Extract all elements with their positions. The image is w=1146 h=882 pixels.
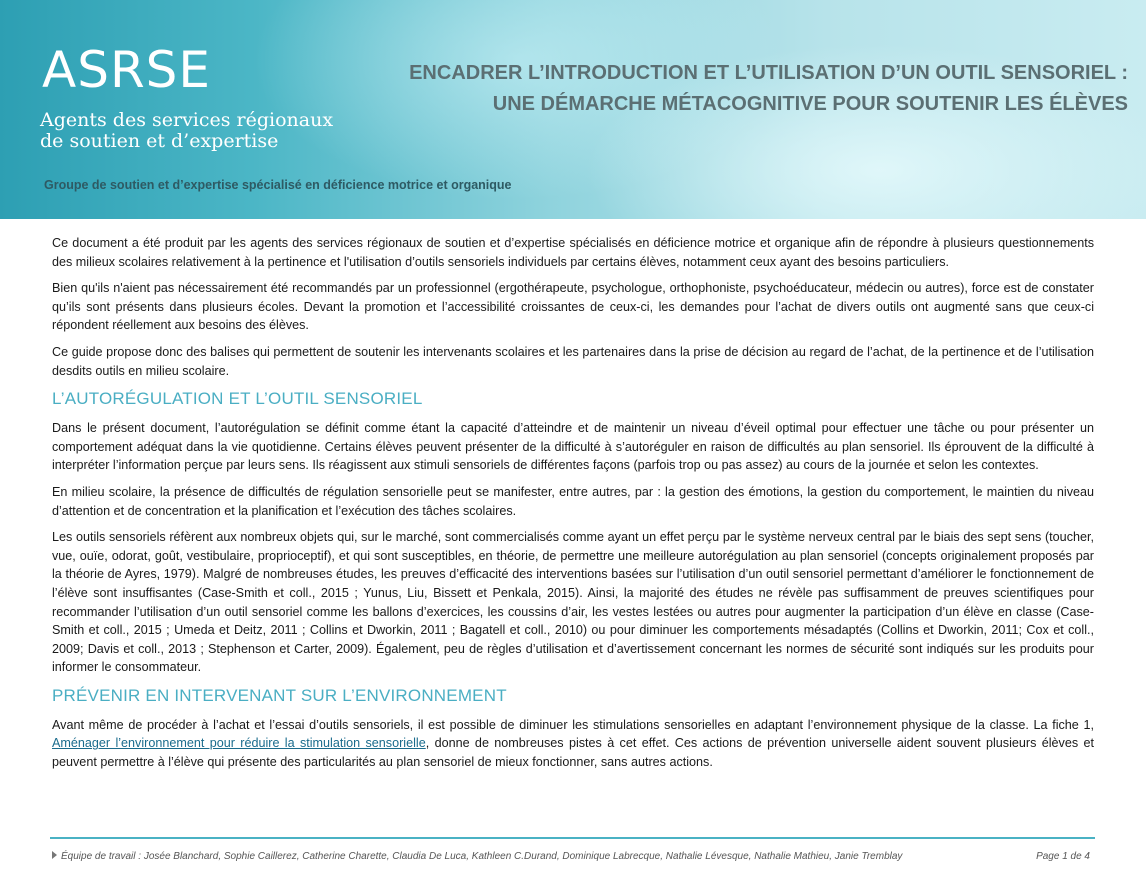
page-number: Page 1 de 4 <box>1036 851 1090 862</box>
intro-paragraph-3: Ce guide propose donc des balises qui permettent de soutenir les intervenants scolaires et les partenaires dans la prise de décision au regard de l’achat, de la pertinence et de l’utilisation desdits outils en milieu scolaire. <box>52 344 1094 378</box>
footer-divider <box>50 837 1095 839</box>
intro-paragraph-1: Ce document a été produit par les agents des services régionaux de soutien et d’expertise spécialisés en déficience motrice et organique afin de répondre à plusieurs questionnements des milieux scolaires relativement à la pertinence et l'utilisation d’outils sensoriels individuels par certains élèves, notamment ceux ayant des besoins particuliers. <box>52 236 1094 269</box>
document-title-line-2: UNE DÉMARCHE MÉTACOGNITIVE POUR SOUTENIR LES ÉLÈVES <box>492 93 1128 115</box>
logo-subtitle: Agents des services régionaux de soutien et d’expertise <box>40 109 334 152</box>
document-body <box>52 234 1094 780</box>
group-name: Groupe de soutien et d’expertise spécialisé en déficience motrice et organique <box>44 178 512 192</box>
autoregulation-paragraph-3: Les outils sensoriels réfèrent aux nombreux objets qui, sur le marché, sont commercialisés comme ayant un effet perçu par le système nerveux central par le biais des sept sens (toucher, vue, ouïe, odorat, goût, vestibulaire, proprioceptif), et qui sont susceptibles, en théorie, de permettre une meilleure autorégulation au plan sensoriel (concepts originalement proposés par la théorie de Ayres, 1979). Malgré de nombreuses études, les preuves d’efficacité des interventions basées sur l’utilisation d’un outil sensoriel permettant d’améliorer le fonctionnement de l’élève sont insuffisantes (Case-Smith et coll., 2015 ; Yunus, Liu, Bissett et Penkala, 2015). Ainsi, la majorité des études ne révèle pas suffisamment de preuves scientifiques pour recommander l’utilisation d’un outil sensoriel comme les ballons d’exercices, les coussins d’air, les vestes lestées ou autres pour augmenter la participation d’un élève en classe (Case-Smith et coll., 2015 ; Umeda et Deitz, 2011 ; Collins et Dworkin, 2011 ; Bagatell et coll., 2010) ou pour diminuer les comportements mésadaptés (Collins et Dworkin, 2011; Cox et coll., 2009; Davis et coll., 2013 ; Stephenson et Carter, 2009). Également, peu de règles d’utilisation et d’avertissement concernant les normes de sécurité sont indiqués sur les produits pour informer le consommateur. <box>52 530 1094 675</box>
intro-paragraph-2: Bien qu'ils n'aient pas nécessairement été recommandés par un professionnel (ergothérapeute, psychologue, orthophoniste, psychoéducateur, médecin ou autres), force est de constater qu’ils sont présents dans plusieurs écoles. Devant la promotion et l’accessibilité croissantes de ceux-ci, les demandes pour l’achat de divers outils ont augmenté sans que ceux-ci répondent réellement aux besoins des élèves. <box>52 281 1094 333</box>
logo-wordmark: ASRSE <box>42 41 212 99</box>
autoregulation-paragraph-2: En milieu scolaire, la présence de difficultés de régulation sensorielle peut se manifester, entre autres, par : la gestion des émotions, la gestion du comportement, le maintien du niveau d’attention et de concentration et la planification et l’exécution des tâches scolaires. <box>52 484 1094 518</box>
page-footer <box>52 851 1092 865</box>
document-title-line-1: ENCADRER L’INTRODUCTION ET L’UTILISATION D’UN OUTIL SENSORIEL : <box>409 62 1128 84</box>
environnement-paragraph-1 <box>52 716 1094 772</box>
triangle-bullet-icon <box>52 851 57 859</box>
environnement-text-after: , donne de nombreuses pistes à cet effet. Ces actions de prévention universelle aident souvent plusieurs élèves et peuvent permettre à l’élève qui présente des particularités au plan sensoriel de mieux fonctionner, sans autres actions. <box>52 736 1094 770</box>
document-title <box>328 58 1128 120</box>
environnement-text-before: Avant même de procéder à l’achat et l’essai d’outils sensoriels, il est possible de diminuer les stimulations sensorielles en adaptant l’environnement physique de la classe. La fiche 1, <box>52 717 1094 732</box>
footer-team <box>52 851 902 862</box>
section-heading-autoregulation: L’AUTORÉGULATION ET L’OUTIL SENSORIEL <box>52 389 423 409</box>
fiche-1-link[interactable]: Aménager l’environnement pour réduire la stimulation sensorielle <box>52 736 426 751</box>
autoregulation-paragraph-1: Dans le présent document, l’autorégulation se définit comme étant la capacité d’atteindre et de maintenir un niveau d’éveil optimal pour effectuer une tâche ou pour présenter un comportement adéquat dans la vie quotidienne. Certains élèves peuvent présenter de la difficulté à s’autoréguler en raison de difficultés au plan sensoriel. Ils éprouvent de la difficulté à interpréter l’information perçue par leurs sens. Ils réagissent aux stimuli sensoriels de différentes façons (parfois trop ou pas assez) au cours de la journée et selon les contextes. <box>52 421 1094 473</box>
page-header <box>0 0 1146 219</box>
footer-team-text: Équipe de travail : Josée Blanchard, Sophie Caillerez, Catherine Charette, Claudia De Luca, Kathleen C.Durand, Dominique Labrecque, Nathalie Lévesque, Nathalie Mathieu, Janie Tremblay <box>61 851 903 862</box>
section-heading-environnement: PRÉVENIR EN INTERVENANT SUR L’ENVIRONNEMENT <box>52 685 507 705</box>
